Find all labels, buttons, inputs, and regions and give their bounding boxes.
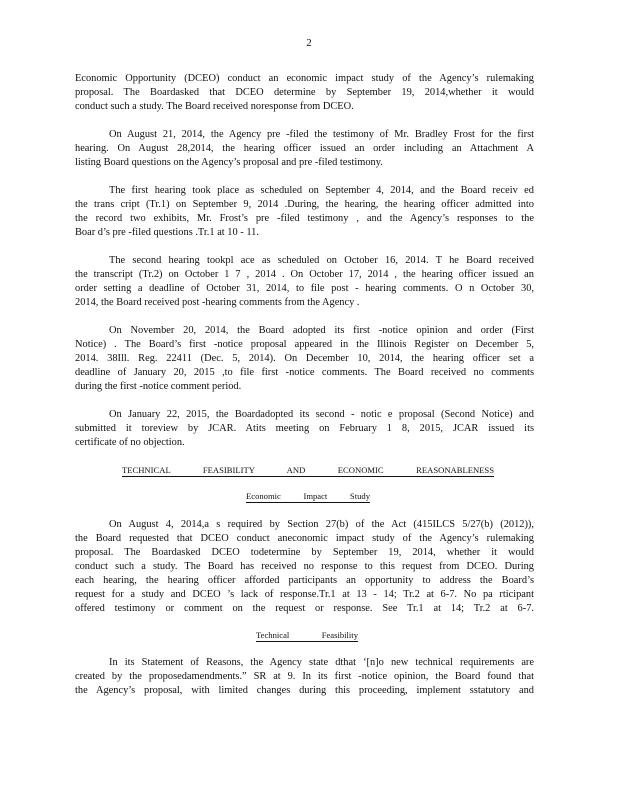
section-heading: TECHNICAL FEASIBILITY AND ECONOMIC REASONABLENESS <box>122 465 494 475</box>
paragraph-line: proposal. The Boardasked DCEO todetermine by September 19, 2014, whether it would <box>75 547 534 558</box>
page-number: 2 <box>306 37 312 49</box>
paragraph-line: On August 4, 2014,a s required by Section 27(b) of the Act (415ILCS 5/27(b) (2012)), <box>109 519 534 530</box>
paragraph-line: Notice) . The Board’s first -notice proposal appeared in the Illinois Register on December 5, <box>75 339 534 350</box>
subsection-heading: Technical Feasibility <box>256 630 358 640</box>
paragraph-line: conduct such a study. The Board has received no response to this request from DCEO. During <box>75 561 534 572</box>
paragraph-line: the trans cript (Tr.1) on September 9, 2014 .During, the hearing, the hearing officer admitted into <box>75 199 534 210</box>
paragraph-line: 2014. 38Ill. Reg. 22411 (Dec. 5, 2014). On December 10, 2014, the hearing officer set a <box>75 353 534 364</box>
paragraph-line: the Board requested that DCEO conduct aneconomic impact study of the Agency’s rulemaking <box>75 533 534 544</box>
paragraph-line: order setting a deadline of October 31, 2014, to file post - hearing comments. O n October 30, <box>75 283 534 294</box>
paragraph-line: each hearing, the hearing officer afforded participants an opportunity to address the Board’s <box>75 575 534 586</box>
paragraph-line: The second hearing tookpl ace as scheduled on October 16, 2014. T he Board received <box>109 255 534 266</box>
paragraph-line: hearing. On August 28,2014, the hearing officer issued an order including an Attachment A <box>75 143 534 154</box>
paragraph-line: offered testimony or comment on the request or response. See Tr.1 at 14; Tr.2 at 6-7. <box>75 603 534 614</box>
paragraph-line: during the first -notice comment period. <box>75 381 242 392</box>
paragraph-line: In its Statement of Reasons, the Agency state dthat ‘[n]o new technical requirements are <box>109 657 534 668</box>
paragraph-line: Economic Opportunity (DCEO) conduct an economic impact study of the Agency’s rulemaking <box>75 73 534 84</box>
paragraph-line: the Agency’s proposal, with limited changes during this proceeding, implement sstatutory and <box>75 685 534 696</box>
paragraph-line: 2014, the Board received post -hearing comments from the Agency . <box>75 297 360 308</box>
paragraph-line: proposal. The Boardasked that DCEO determine by September 19, 2014,whether it would <box>75 87 534 98</box>
paragraph-line: listing Board questions on the Agency’s proposal and pre -filed testimony. <box>75 157 383 168</box>
paragraph-line: Boar d’s pre -filed questions .Tr.1 at 10 - 11. <box>75 227 259 238</box>
paragraph-line: deadline of January 20, 2015 ,to file first -notice comments. The Board received no comments <box>75 367 534 378</box>
paragraph-line: request for a study and DCEO ’s lack of response.Tr.1 at 13 - 14; Tr.2 at 6-7. No pa rticipant <box>75 589 534 600</box>
paragraph-line: On August 21, 2014, the Agency pre -filed the testimony of Mr. Bradley Frost for the first <box>109 129 534 140</box>
paragraph-line: On January 22, 2015, the Boardadopted its second - notic e proposal (Second Notice) and <box>109 409 534 420</box>
paragraph-line: the transcript (Tr.2) on October 1 7 , 2014 . On October 17, 2014 , the hearing officer issued an <box>75 269 534 280</box>
paragraph-line: the record two exhibits, Mr. Frost’s pre -filed testimony , and the Agency’s responses to the <box>75 213 534 224</box>
paragraph-line: submitted it toreview by JCAR. Atits meeting on February 1 8, 2015, JCAR issued its <box>75 423 534 434</box>
subsection-heading: Economic Impact Study <box>246 491 370 501</box>
paragraph-line: On November 20, 2014, the Board adopted its first -notice opinion and order (First <box>109 325 534 336</box>
paragraph-line: conduct such a study. The Board received noresponse from DCEO. <box>75 101 354 112</box>
paragraph-line: certificate of no objection. <box>75 437 185 448</box>
paragraph-line: created by the proposedamendments.” SR at 9. In its first -notice opinion, the Board found that <box>75 671 534 682</box>
paragraph-line: The first hearing took place as scheduled on September 4, 2014, and the Board receiv ed <box>109 185 534 196</box>
